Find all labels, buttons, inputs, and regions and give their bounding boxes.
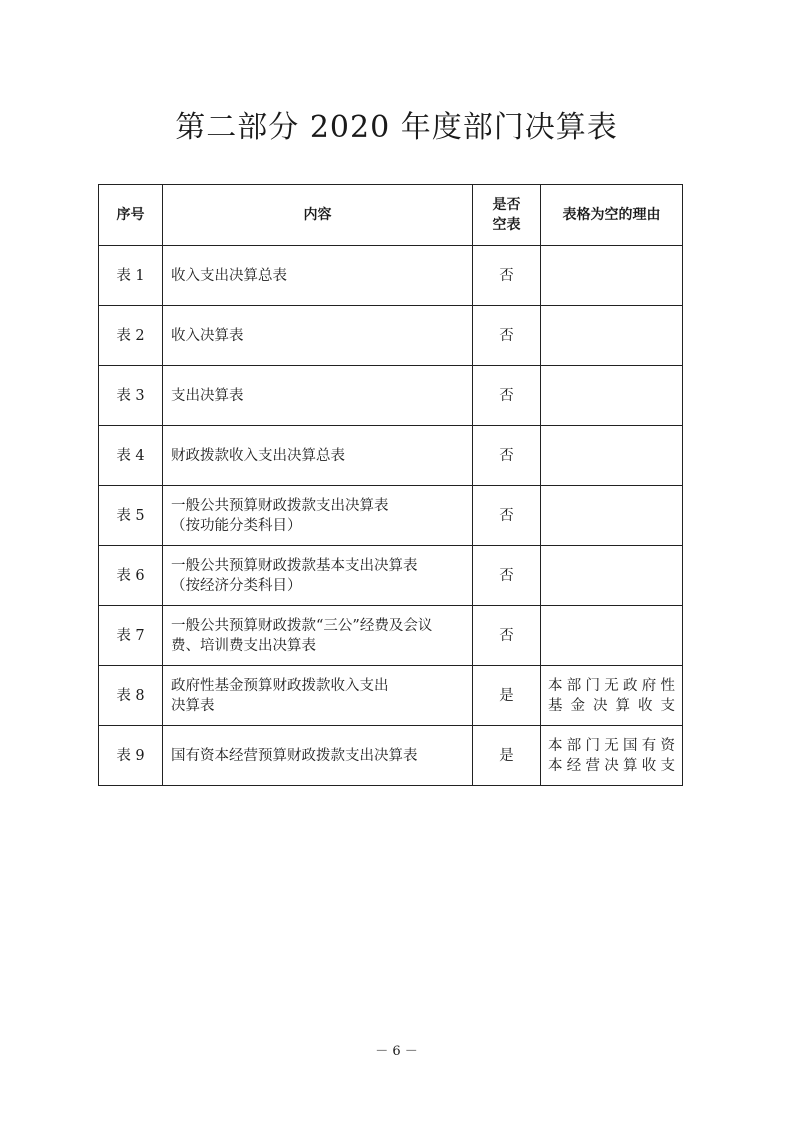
table-row xyxy=(99,726,683,786)
table-row xyxy=(99,426,683,486)
row-seq: 表 8 xyxy=(99,666,163,726)
row-content xyxy=(163,426,473,486)
table-row xyxy=(99,486,683,546)
row-content-line1: 国有资本经营预算财政拨款支出决算表 xyxy=(171,747,418,764)
header-is-empty-line2: 空表 xyxy=(492,217,521,233)
table-row xyxy=(99,246,683,306)
row-seq: 表 9 xyxy=(99,726,163,786)
row-is-empty: 是 xyxy=(473,666,541,726)
row-content xyxy=(163,666,473,726)
row-reason xyxy=(541,426,683,486)
page-title: 第二部分 2020 年度部门决算表 xyxy=(175,110,618,145)
row-reason xyxy=(541,726,683,786)
table-row xyxy=(99,546,683,606)
row-is-empty: 否 xyxy=(473,366,541,426)
row-reason-line2: 本经营决算收支 xyxy=(548,757,676,774)
row-content xyxy=(163,486,473,546)
row-reason xyxy=(541,666,683,726)
row-content-line2: 决算表 xyxy=(171,697,215,714)
row-content-line1: 一般公共预算财政拨款基本支出决算表 xyxy=(171,557,418,574)
row-content-line1: 一般公共预算财政拨款支出决算表 xyxy=(171,497,389,514)
header-seq: 序号 xyxy=(99,185,163,246)
table-row xyxy=(99,306,683,366)
row-content xyxy=(163,726,473,786)
row-seq: 表 3 xyxy=(99,366,163,426)
row-is-empty: 否 xyxy=(473,246,541,306)
table-header-row xyxy=(99,185,683,246)
row-reason xyxy=(541,306,683,366)
row-content-line1: 政府性基金预算财政拨款收入支出 xyxy=(171,677,389,694)
row-reason xyxy=(541,246,683,306)
row-seq: 表 6 xyxy=(99,546,163,606)
row-reason xyxy=(541,606,683,666)
header-is-empty-line1: 是否 xyxy=(492,197,521,213)
table-row xyxy=(99,666,683,726)
header-content: 内容 xyxy=(163,185,473,246)
row-content xyxy=(163,366,473,426)
row-content-line2: （按经济分类科目） xyxy=(171,577,302,594)
row-seq: 表 2 xyxy=(99,306,163,366)
row-content-line1: 收入决算表 xyxy=(171,327,244,344)
row-reason-line2: 基金决算收支 xyxy=(548,697,676,714)
row-reason-line1: 本部门无政府性 xyxy=(548,677,676,694)
table-row xyxy=(99,606,683,666)
row-is-empty: 否 xyxy=(473,606,541,666)
row-content-line2: 费、培训费支出决算表 xyxy=(171,637,316,654)
row-reason xyxy=(541,366,683,426)
row-seq: 表 5 xyxy=(99,486,163,546)
row-is-empty: 否 xyxy=(473,486,541,546)
row-seq: 表 7 xyxy=(99,606,163,666)
final-accounts-table xyxy=(98,184,683,786)
row-is-empty: 否 xyxy=(473,306,541,366)
row-content xyxy=(163,606,473,666)
row-reason-line1: 本部门无国有资 xyxy=(548,737,676,754)
row-content xyxy=(163,546,473,606)
row-seq: 表 4 xyxy=(99,426,163,486)
row-content xyxy=(163,306,473,366)
row-is-empty: 是 xyxy=(473,726,541,786)
row-content-line2: （按功能分类科目） xyxy=(171,517,302,534)
row-seq: 表 1 xyxy=(99,246,163,306)
header-is-empty xyxy=(473,185,541,246)
page-number: － 6 － xyxy=(375,1044,418,1059)
row-reason xyxy=(541,546,683,606)
table-row xyxy=(99,366,683,426)
row-is-empty: 否 xyxy=(473,546,541,606)
row-content-line1: 支出决算表 xyxy=(171,387,244,404)
row-content xyxy=(163,246,473,306)
row-is-empty: 否 xyxy=(473,426,541,486)
row-content-line1: 财政拨款收入支出决算总表 xyxy=(171,447,345,464)
row-reason xyxy=(541,486,683,546)
row-content-line1: 一般公共预算财政拨款“三公”经费及会议 xyxy=(171,617,433,634)
header-reason: 表格为空的理由 xyxy=(541,185,683,246)
row-content-line1: 收入支出决算总表 xyxy=(171,267,287,284)
